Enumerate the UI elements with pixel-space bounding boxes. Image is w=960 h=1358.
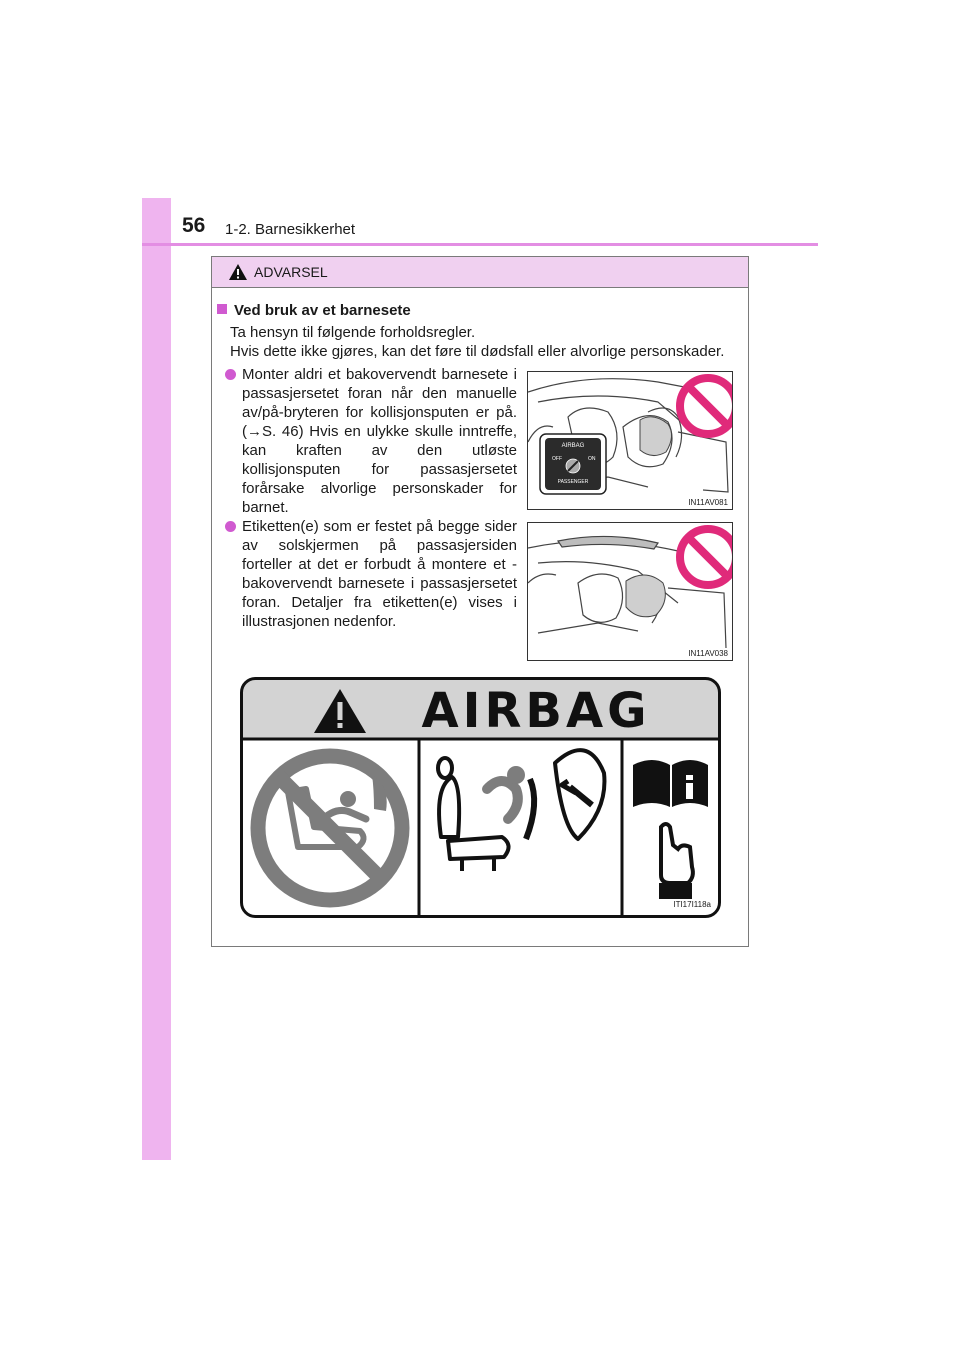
intro-line-2: Hvis dette ikke gjøres, kan det føre til dødsfall eller alvorlige personskader.	[230, 343, 725, 360]
switch-title: AIRBAG	[561, 443, 585, 449]
intro-line-1: Ta hensyn til følgende forholdsregler.	[230, 324, 476, 341]
warning-title: ADVARSEL	[254, 264, 328, 280]
header-rule	[142, 243, 818, 246]
bullet-text-1: Monter aldri et bakovervendt barnesete i passasjersetet foran når den manuelle av/på-bryteren for kollisjonsputen er på. (→S. 46) Hvis en ulykke skulle inntreffe, kan kraften av den utløste kollisjonsputen for passasjersetet forårsake alvorlige personskader for barnet.	[242, 366, 517, 516]
prohibit-icon	[680, 378, 732, 434]
read-manual-icon	[633, 760, 708, 899]
dashboard-airbag-switch-drawing	[528, 372, 732, 509]
no-rear-facing-child-seat-icon	[258, 756, 402, 900]
switch-off: OFF	[552, 456, 562, 462]
prohibit-icon	[680, 529, 732, 585]
warning-subheading	[217, 302, 411, 319]
airbag-warning-label	[240, 677, 721, 923]
label-title: AIRBAG	[421, 683, 651, 739]
bullet-item-2	[225, 517, 517, 631]
label-code: ITI17I118a	[673, 900, 711, 909]
page-number: 56	[182, 214, 206, 237]
side-tab	[142, 198, 171, 1160]
warning-intro	[230, 323, 724, 361]
switch-on: ON	[588, 456, 596, 462]
bullet-item-1	[225, 365, 517, 517]
warning-triangle-icon	[228, 263, 248, 281]
section-title: 1-2. Barnesikkerhet	[225, 221, 356, 238]
sun-visor-airbag-drawing	[528, 523, 732, 660]
bullet-icon	[225, 369, 236, 380]
warning-header	[212, 257, 748, 288]
figure-code-2: IN11AV038	[688, 649, 728, 658]
bullet-text-2: Etiketten(e) som er festet på begge sider av solskjermen på passasjersiden forteller at det er forbudt å montere et -bakovervendt barnesete i passasjersetet foran. Detaljer fra etiketten(e) vises i illustrasjonen nedenfor.	[242, 518, 517, 630]
warning-box	[211, 256, 749, 947]
figure-code-1: IN11AV081	[688, 498, 728, 507]
illustration-sun-visor	[527, 522, 733, 661]
seat-and-airbag-icon	[438, 750, 604, 871]
subheading-text: Ved bruk av et barnesete	[234, 302, 411, 319]
illustration-airbag-switch	[527, 371, 733, 510]
switch-passenger: PASSENGER	[557, 479, 589, 485]
square-bullet-icon	[217, 304, 227, 314]
bullet-icon	[225, 521, 236, 532]
